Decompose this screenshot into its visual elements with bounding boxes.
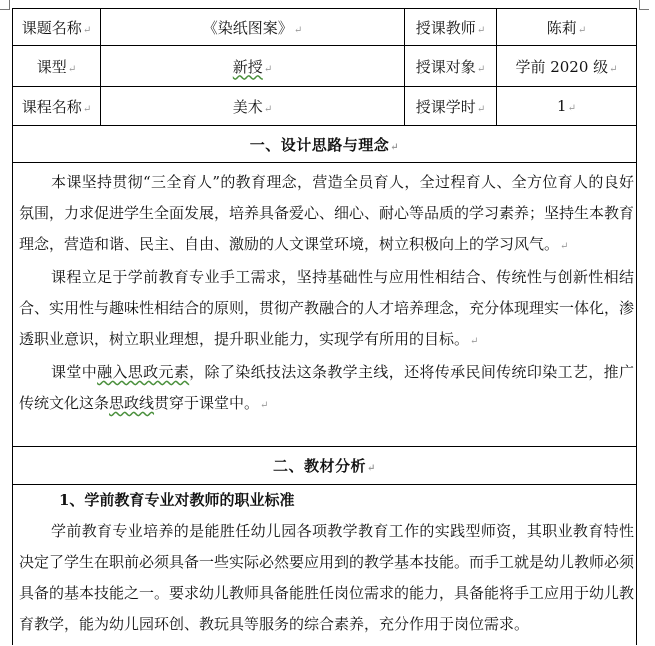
paragraph-mark-icon: ↵ (263, 63, 273, 75)
paragraph-mark-icon: ↵ (476, 63, 486, 75)
value-cell (497, 46, 637, 87)
underlined-term: 思政线 (109, 394, 155, 412)
paragraph-mark-icon: ↵ (293, 24, 303, 36)
value-cell (101, 46, 405, 87)
subheading: 1、学前教育专业对教师的职业标准 (59, 491, 295, 509)
paragraph-mark-icon: ↵ (470, 336, 479, 347)
value-topic-name: 《染纸图案》 (202, 18, 293, 37)
label-lesson-type: 课型 (36, 57, 67, 76)
value-course-name: 美术 (232, 97, 263, 116)
value-hours: 1 (557, 97, 567, 115)
paragraph: 课堂中融入思政元素，除了染纸技法这条教学主线，还将传承民间传统印染工艺，推广传统文化这条思政线贯穿于课堂中。↵ (19, 363, 634, 412)
paragraph: 课程立足于学前教育专业手工需求，坚持基础性与应用性相结合、传统性与创新性相结合、实用性与趣味性相结合的原则，贯彻产教融合的人才培养理念，充分体现理实一体化，渗透职业意识，树立职业理想，提升职业能力，实现学有所用的目标。↵ (19, 268, 635, 348)
label-hours: 授课学时 (415, 97, 476, 116)
paragraph-mark-icon: ↵ (476, 24, 486, 36)
value-cell (101, 87, 405, 126)
section-heading-design (13, 126, 637, 163)
paragraph: 本课坚持贯彻“三全育人”的教育理念，营造全员育人，全过程育人、全方位育人的良好氛围，力求促进学生全面发展，培养具备爱心、细心、耐心等品质的学习素养；坚持生本教育理念，营造和谐、民主、自由、激励的人文课堂环境，树立积极向上的学习风气。↵ (19, 173, 635, 253)
table-row (13, 9, 637, 46)
section-body-materials (13, 485, 637, 646)
label-cell (405, 46, 497, 87)
corner-mark-right (638, 0, 655, 16)
paragraph-mark-icon: ↵ (263, 103, 273, 115)
section-title: 一、设计思路与理念 (249, 135, 390, 154)
paragraph-mark-icon: ↵ (567, 103, 576, 114)
paragraph-mark-icon: ↵ (560, 241, 569, 252)
value-teacher: 陈莉 (546, 18, 577, 37)
label-cell (405, 9, 497, 46)
label-audience: 授课对象 (415, 57, 476, 76)
section-body-design (13, 163, 637, 447)
section-title: 二、教材分析 (273, 457, 367, 475)
label-cell (13, 46, 101, 87)
table-row (13, 485, 637, 646)
table-row (13, 126, 637, 163)
table-row (13, 46, 637, 87)
paragraph-mark-icon: ↵ (67, 63, 77, 75)
label-teacher: 授课教师 (415, 18, 476, 37)
label-cell (13, 87, 101, 126)
table-row (13, 87, 637, 126)
underlined-term: 融入思政元素 (97, 363, 190, 381)
label-topic-name: 课题名称 (21, 18, 82, 37)
value-cell (497, 87, 637, 126)
paragraph: 学前教育专业培养的是能胜任幼儿园各项教学教育工作的实践型师资，其职业教育特性决定了学生在职前必须具备一些实际必然要应用到的教学基本技能。而手工就是幼儿教师必须具备的基本技能之一。要求幼儿教师具备能胜任岗位需求的能力，具备能将手工应用于幼儿教育教学，能为幼儿园环创、教玩具等服务的综合素养，充分作用于岗位需求。 (19, 522, 635, 633)
paragraph-mark-icon: ↵ (367, 463, 376, 474)
value-cell (101, 9, 405, 46)
table-row (13, 163, 637, 447)
label-cell (405, 87, 497, 126)
paragraph-mark-icon: ↵ (390, 141, 400, 153)
section-heading-materials (13, 447, 637, 485)
paragraph-mark-icon: ↵ (476, 103, 486, 115)
paragraph-mark-icon: ↵ (577, 24, 587, 36)
label-course-name: 课程名称 (21, 97, 82, 116)
lesson-plan-table (12, 8, 637, 645)
paragraph-mark-icon: ↵ (260, 400, 269, 411)
value-lesson-type: 新授 (232, 57, 263, 76)
label-cell (13, 9, 101, 46)
paragraph-mark-icon: ↵ (82, 103, 92, 115)
paragraph-mark-icon: ↵ (82, 24, 92, 36)
table-row (13, 447, 637, 485)
value-audience: 学前 2020 级 (515, 57, 609, 76)
paragraph-mark-icon: ↵ (609, 63, 618, 75)
value-cell (497, 9, 637, 46)
